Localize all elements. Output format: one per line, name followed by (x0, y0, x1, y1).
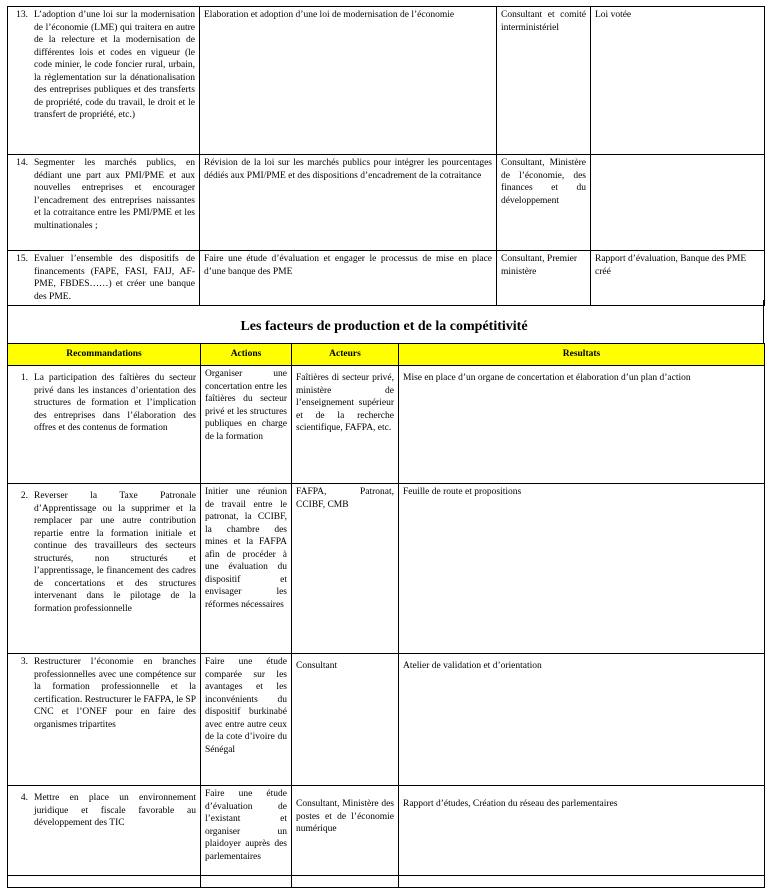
table-row (8, 251, 765, 306)
table-row (8, 366, 765, 484)
actors-cell: FAFPA, Patronat, CCIBF, CMB (292, 484, 399, 654)
recommendation-cell (8, 484, 201, 654)
recommendation-cell (8, 654, 201, 786)
section-title: Les facteurs de production et de la compétitivité (240, 319, 528, 334)
actors-cell: Faîtières di secteur privé, ministère de l’enseignement supérieur et de la recherche scientifique, FAFPA, etc. (292, 366, 399, 484)
empty-cell (292, 876, 399, 888)
results-cell: Rapport d’évaluation, Banque des PME créé (591, 251, 765, 306)
recommendation-text: Restructurer l’économie en branches professionnelles avec une compétence sur la formation professionnelle et la certification. Restructurer le FAFPA, le SP CNC et l’ONEF pour en faire des organismes tripartites (34, 657, 196, 730)
table-row (8, 7, 765, 155)
header-actions: Actions (201, 344, 292, 366)
action-cell: Faire une étude d’évaluation et engager le processus de mise en place d’une banque des PME (200, 251, 497, 306)
empty-cell (201, 876, 292, 888)
row-number: 13. (16, 10, 28, 20)
results-cell (591, 155, 765, 251)
recommendation-text: Mettre en place un environnement juridique et fiscale favorable au développement des TIC (34, 793, 196, 828)
results-cell: Mise en place d’un organe de concertation et élaboration d’un plan d’action (399, 366, 765, 484)
action-cell: Initier une réunion de travail entre le patronat, la CCIBF, la chambre des mines et la FAFPA afin de procéder à une évaluation du dispositif et envisager les réformes nécessaires (201, 484, 292, 654)
row-number: 14. (16, 158, 28, 168)
header-results: Resultats (399, 344, 765, 366)
row-number: 15. (16, 254, 28, 264)
actors-cell: Consultant, Ministère de l’économie, des finances et du développement (497, 155, 591, 251)
recommendation-text: Evaluer l’ensemble des dispositifs de financements (FAPE, FASI, FAIJ, AF-PME, FBDES……) et créer une banque des PME. (34, 254, 195, 302)
header-actors: Acteurs (292, 344, 399, 366)
results-cell: Atelier de validation et d’orientation (399, 654, 765, 786)
results-cell: Feuille de route et propositions (399, 484, 765, 654)
actors-cell: Consultant, Premier ministère (497, 251, 591, 306)
table-row (8, 155, 765, 251)
action-cell: Elaboration et adoption d’une loi de modernisation de l’économie (200, 7, 497, 155)
actors-cell: Consultant, Ministère des postes et de l’économie numérique (292, 786, 399, 876)
results-cell: Loi votée (591, 7, 765, 155)
recommendation-text: Segmenter les marchés publics, en dédiant une part aux PMI/PME et aux nouvelles entreprises et encourager l’encadrement des entreprises naissantes et la cotraitance entre les PMI/PME et les multinationales ; (34, 158, 195, 231)
row-number: 2. (20, 491, 28, 501)
production-factors-table (7, 343, 765, 888)
action-cell: Révision de la loi sur les marchés publics pour intégrer les pourcentages dédiés aux PMI/PME et des dispositions d’encadrement de la cotraitance (200, 155, 497, 251)
table-row (8, 786, 765, 876)
recommendation-text: L’adoption d’une loi sur la modernisation de l’économie (LME) qui traitera en autre de la relecture et la modernisation de différentes lois et codes en vigueur (le code minier, le code foncier rural, urbain, la règlementation sur la dénationalisation des entreprises publiques et des transferts de propriété, code du travail, le droit et le transfert de propriété, etc.) (34, 10, 195, 120)
recommendation-cell (8, 7, 200, 155)
empty-cell (8, 876, 201, 888)
recommendation-cell (8, 786, 201, 876)
action-cell: Organiser une concertation entre les faîtières du secteur privé et les structures publiques en charge de la formation (201, 366, 292, 484)
recommendation-cell (8, 251, 200, 306)
empty-cell (399, 876, 765, 888)
table-row-partial (8, 876, 765, 888)
row-number: 1. (20, 373, 28, 383)
recommendation-cell (8, 366, 201, 484)
action-cell: Faire une étude comparée sur les avantages et les inconvénients du dispositif burkinabé avec entre autre ceux de la cote d’ivoire du Sénégal (201, 654, 292, 786)
table-header-row (8, 344, 765, 366)
results-cell: Rapport d’études, Création du réseau des parlementaires (399, 786, 765, 876)
table-row (8, 654, 765, 786)
recommendation-text: Reverser la Taxe Patronale d’Apprentissage ou la supprimer et la remplacer par une autre contribution repartie entre la formation initiale et continue des travailleurs des secteurs structurés, non structurés et l’apprentissage, le financement des cadres de concertations et des structures intervenant dans le pilotage de la formation professionnelle (34, 491, 196, 614)
actors-cell: Consultant et comité interministériel (497, 7, 591, 155)
action-cell: Faire une étude d’évaluation de l’existant et organiser un plaidoyer auprès des parlementaires (201, 786, 292, 876)
recommendation-cell (8, 155, 200, 251)
table-row (8, 484, 765, 654)
recommendations-table-continued (7, 6, 765, 306)
actors-cell: Consultant (292, 654, 399, 786)
row-number: 3. (20, 657, 28, 667)
header-recommendations: Recommandations (8, 344, 201, 366)
row-number: 4. (20, 793, 28, 803)
recommendation-text: La participation des faîtières du secteur privé dans les instances d’orientation des structures de formation et l’implication des entreprises dans l’élaboration des offres et des contenus de formation (34, 373, 196, 433)
